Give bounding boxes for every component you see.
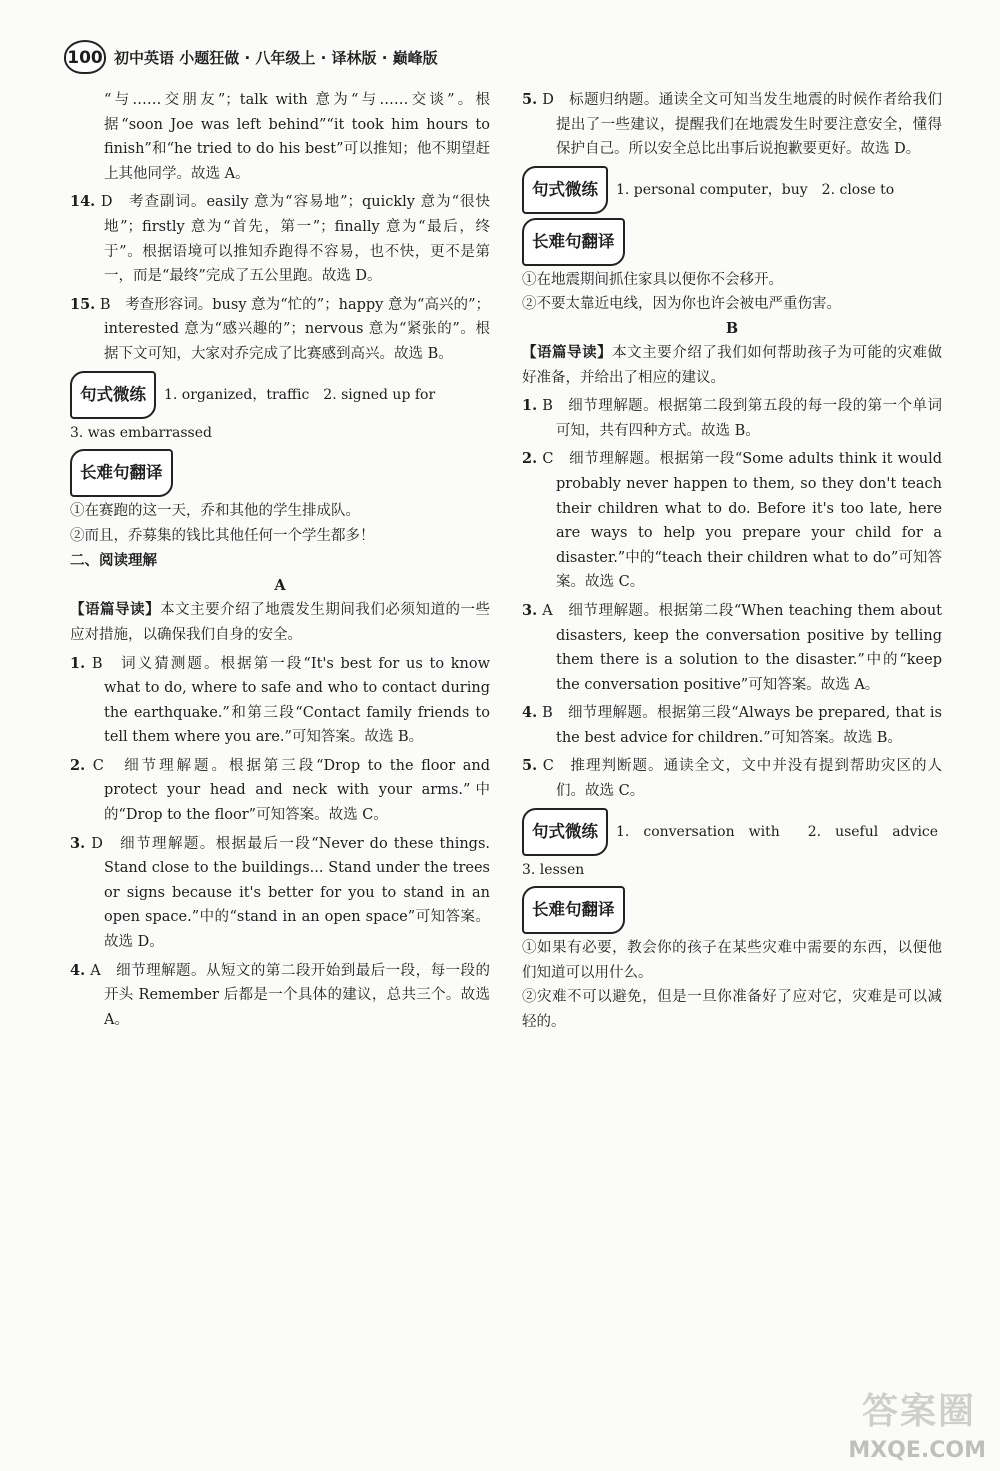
item-number: 3. [70,834,86,852]
answer-item-b5 [522,754,942,803]
section-heading: 二、阅读理解 [70,553,157,570]
item-text: A 细节理解题。从短文的第二段开始到最后一段，每一段的开头 Remember 后都是一个具体的建议，总共三个。故选 A。 [90,962,490,1028]
passage-label: B [725,319,739,337]
left-column [70,88,490,1036]
item-text: C 推理判断题。通读全文，文中并没有提到帮助灾区的人们。故选 C。 [542,758,943,800]
answer-item-a4 [70,959,490,1033]
item-number: 15. [70,295,96,313]
passage-intro [70,598,490,647]
translation-line: ②而且，乔募集的钱比其他任何一个学生都多！ [70,527,375,544]
item-number: 1. [522,397,538,415]
answer-item-b3 [522,599,942,697]
translation-line: ①在地震期间抓住家具以便你不会移开。 [522,271,783,288]
translation-section [70,449,490,497]
sentence-practice [522,808,942,856]
page-header [64,40,544,74]
translation-section [522,218,942,266]
item-number: 14. [70,193,96,211]
item-text: B 细节理解题。根据第二段到第五段的每一段的第一个单词可知，共有四种方式。故选 B。 [542,398,942,439]
translation-section [522,886,942,934]
answer-item-b4 [522,701,942,750]
sentence-practice-answers: 1. conversation with 2. useful advice [616,823,939,840]
translation-badge: 长难句翻译 [522,218,625,266]
answer-item-a5 [522,88,942,162]
watermark-logo [816,1383,986,1463]
item-number: 3. [522,601,538,619]
sentence-practice-answers: 1. organized，traffic 2. signed up for [164,386,436,403]
intro-tag: 【语篇导读】 [70,601,161,619]
item-text: C 细节理解题。根据第一段“Some adults think it would probably never happen to them, so they don't teach their children what to do. Before it's too late, here are ways to help you prepare your child for a disaster.”中的“teach their children what to do”可知答案。故选 C。 [542,451,942,591]
item-text: D 细节理解题。根据最后一段“Never do these things. Stand close to the buildings... Stand under the trees or signs because it's better for you to stand in an open space.”中的“stand in an open space”可知答案。故选 D。 [91,835,491,951]
answer-item-a1 [70,652,490,750]
translation-line: ②灾难不可以避免，但是一旦你准备好了应对它，灾难是可以减轻的。 [522,989,942,1031]
passage-label: A [274,577,286,595]
translation-line: ②不要太靠近电线，因为你也许会被电严重伤害。 [522,296,841,313]
sentence-practice-answers: 3. was embarrassed [70,424,212,441]
item-text: D 考查副词。easily 意为“容易地”；quickly 意为“很快地”；firstly 意为“首先，第一”；finally 意为“最后，终于”。根据语境可以推知乔跑得不容易，也不快，更不是第一，而是“最终”完成了五公里跑。故选 D。 [100,194,490,285]
intro-text: 本文主要介绍了我们如何帮助孩子为可能的灾难做好准备，并给出了相应的建议。 [522,344,943,386]
sentence-practice [522,166,942,214]
answer-item-a3 [70,832,490,955]
item-text: A 细节理解题。根据第二段“When teaching them about disasters, keep the conversation positive by telling them there is a solution to the disaster.”中的“keep the conversation positive”可知答案。故选 A。 [542,602,942,693]
sentence-practice-badge: 句式微练 [522,808,608,856]
sentence-practice-badge: 句式微练 [522,166,608,214]
page-number: 100 [64,40,106,74]
passage-intro [522,341,942,390]
intro-text: 本文主要介绍了地震发生期间我们必须知道的一些应对措施，以确保我们自身的安全。 [70,602,491,643]
item-number: 5. [522,91,538,108]
answer-continuation: “与……交朋友”；talk with 意为“与……交谈”。根据“soon Joe was left behind”“it took him hours to finish”和“he tried to do his best”可以推知；他不期望赶上其他同学。故选 A。 [104,92,490,182]
item-text: B 词义猜测题。根据第一段“It's best for us to know what to do, where to safe and who to contact during the earthquake.”和第三段“Contact family friends to tell them where you are.”可知答案。故选 B。 [91,655,491,746]
translation-line: ①如果有必要，教会你的孩子在某些灾难中需要的东西，以便他们知道可以用什么。 [522,940,942,981]
item-number: 2. [70,756,86,774]
item-text: C 细节理解题。根据第三段“Drop to the floor and protect your head and neck with your arms.”中的“Drop to the floor”可知答案。故选 C。 [92,757,490,824]
watermark-cn: 答案圈 [861,1391,976,1432]
sentence-practice-answers: 1. personal computer，buy 2. close to [616,181,895,198]
answer-item-b2 [522,447,942,595]
item-number: 1. [70,654,86,672]
item-text: B 考查形容词。busy 意为“忙的”；happy 意为“高兴的”；interested 意为“感兴趣的”；nervous 意为“紧张的”。根据下文可知，大家对乔完成了比赛感到高兴。故选 B。 [99,296,490,362]
sentence-practice-answers: 3. lessen [522,861,585,878]
translation-line: ①在赛跑的这一天，乔和其他的学生排成队。 [70,503,360,520]
watermark-url: MXQE.COM [848,1438,986,1463]
answer-item-a2 [70,754,490,828]
item-text: D 标题归纳题。通读全文可知当发生地震的时候作者给我们提出了一些建议，提醒我们在地震发生时要注意安全，懂得保护自己。所以安全总比出事后说抱歉要更好。故选 D。 [542,92,943,158]
intro-tag: 【语篇导读】 [522,343,613,361]
book-title: 初中英语 小题狂做 · 八年级上 · 译林版 · 巅峰版 [114,49,438,67]
answer-item-15 [70,293,490,367]
item-number: 5. [522,757,538,775]
sentence-practice [70,371,490,419]
item-number: 4. [522,704,538,722]
sentence-practice-badge: 句式微练 [70,371,156,419]
item-number: 4. [70,961,86,979]
item-text: B 细节理解题。根据第三段“Always be prepared, that is the best advice for children.”可知答案。故选 B。 [542,705,943,746]
right-column [522,88,942,1035]
answer-item-b1 [522,394,942,443]
answer-item-14 [70,190,490,288]
translation-badge: 长难句翻译 [522,886,625,934]
translation-badge: 长难句翻译 [70,449,173,497]
item-number: 2. [522,450,538,468]
